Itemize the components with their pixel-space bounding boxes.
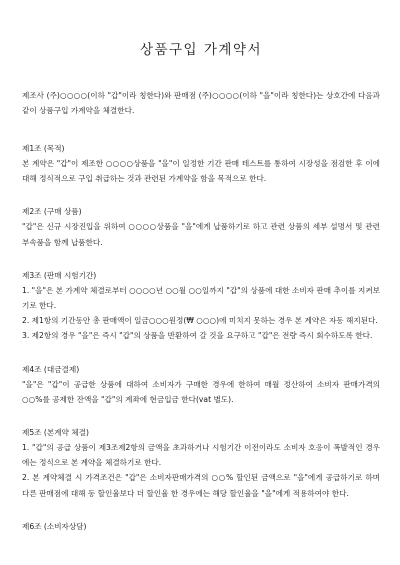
article-heading: 제2조 (구매 상품)	[22, 207, 82, 217]
clause-2: 2. 본 계약체결 시 가격조건은 "갑"은 소비자판매가격의 ○○% 할인된 금액으로 "을"에게 공급하기로 하며 다른 판매점에 대해 동 할인율보다 더 할인율 한 경우에는 해당 할인율을 "을"에게 적용하여야 한다.	[22, 473, 380, 498]
clause-3: 3. 제2항의 경우 "을"은 즉시 "갑"의 상품을 반환하여 갈 것을 요구하고 "갑"은 전량 즉시 회수하도록 한다.	[22, 331, 373, 341]
clause-1: 1. "을"은 본 가계약 체결로부터 ○○○○년 ○○월 ○○일까지 "갑"의 상품에 대한 소비자 판매 추이를 지켜보기로 한다.	[22, 285, 380, 311]
clause: "을"은 "갑"이 공급한 상품에 대하여 소비자가 구매한 경우에 한하여 매월 정산하여 소비자 판매가격의 ○○%를 공제한 잔액을 "갑"의 계좌에 현금입금 한다(vat 별도).	[22, 379, 380, 404]
article-heading: 제6조 (소비자상담)	[22, 521, 87, 531]
article-heading: 제3조 (판매 시험기간)	[22, 270, 97, 280]
article-5	[22, 426, 380, 501]
article-body	[22, 377, 380, 407]
article-3	[22, 269, 380, 344]
clause: 본 계약은 "갑"이 제조한 ○○○○상품을 "을"이 일정한 기간 판매 테스트를 통하여 시장성을 점검한 후 이에 대해 정식적으로 구입 취급하는 것과 관련된 가계약을 함을 목적으로 한다.	[22, 159, 380, 184]
article-body	[22, 219, 380, 249]
article-6	[22, 520, 380, 533]
intro-paragraph: 제조사 (주)○○○○(이하 "갑"이라 칭한다)와 판매점 (주)○○○○(이하 "을"이라 칭한다)는 상호간에 다음과 같이 상품구입 가계약을 체결한다.	[22, 91, 380, 115]
clause: "갑"은 신규 시장진입을 위하여 ○○○○상품을 "을"에게 납품하기로 하고 관련 상품의 세부 설명서 및 관련 부속품을 함께 납품한다.	[22, 222, 380, 247]
clause-1: 1. "갑"의 공급 상품이 제3조제2항의 금액을 초과하거나 시험기간 이전이라도 소비자 호응이 폭발적인 경우에는 정식으로 본 계약을 체결하기로 한다.	[22, 443, 380, 468]
document-title: 상품구입 가계약서	[139, 42, 263, 58]
article-4	[22, 363, 380, 407]
article-body	[22, 283, 380, 344]
article-heading: 제4조 (대금결제)	[22, 364, 80, 374]
article-1	[22, 142, 380, 186]
article-heading: 제1조 (목적)	[22, 144, 65, 153]
article-2	[22, 205, 380, 249]
article-heading: 제5조 (본계약 체결)	[22, 428, 89, 438]
article-body	[22, 156, 380, 186]
clause-2: 2. 제1항의 기간동안 총 판매액이 일금○○○원정(₩ ○○○)에 미치지 못하는 경우 본 계약은 자동 해지된다.	[22, 316, 378, 326]
article-body	[22, 440, 380, 501]
